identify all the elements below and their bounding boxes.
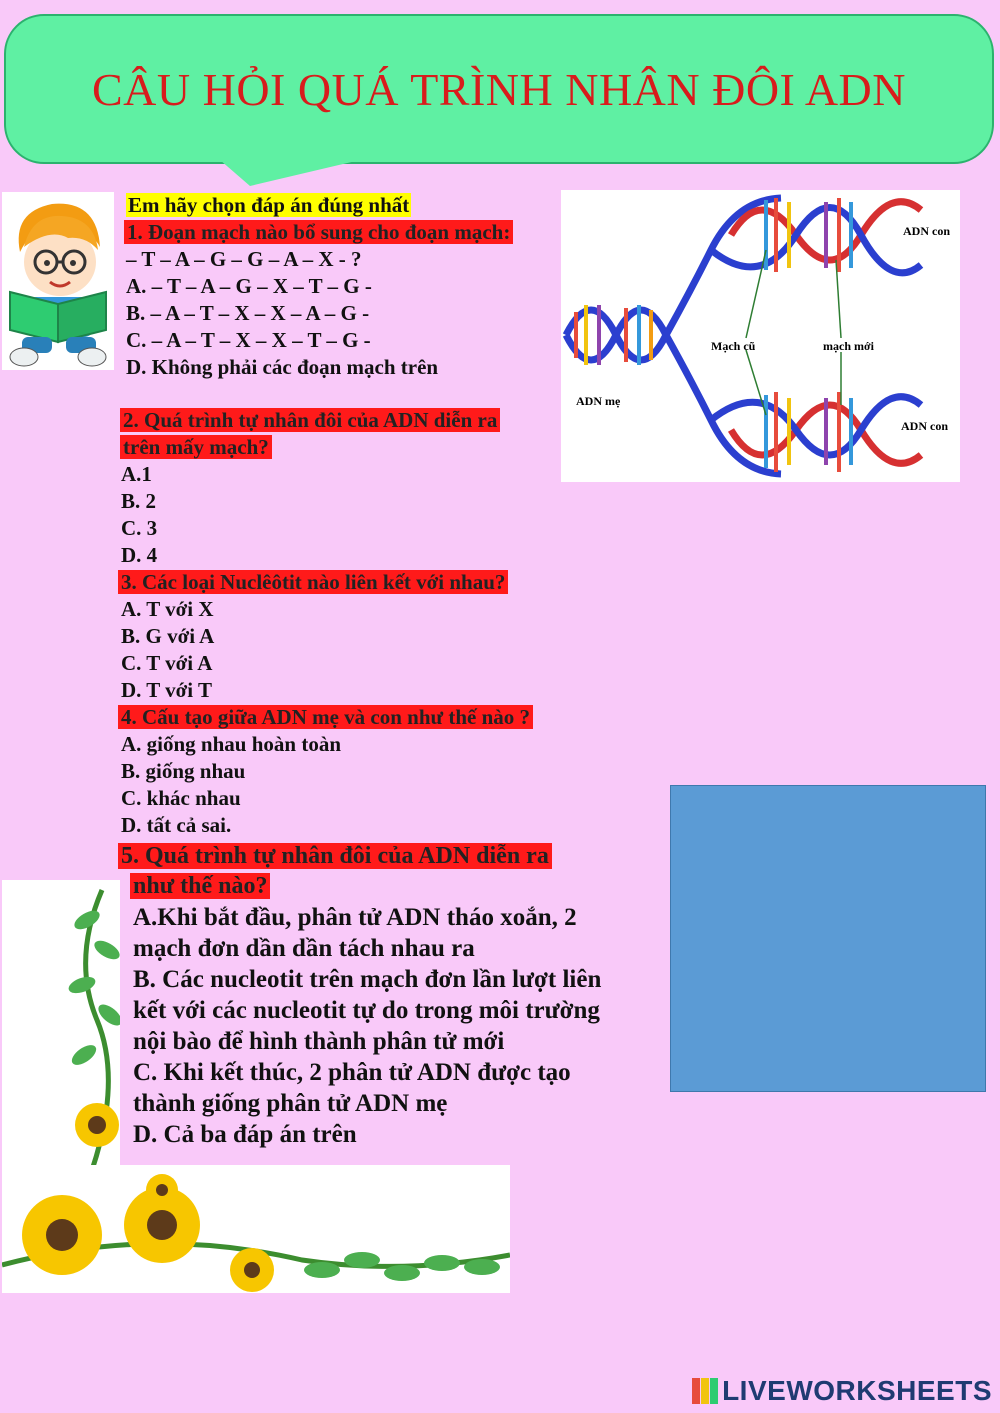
q1-option-c[interactable]: C. – A – T – X – X – T – G - (126, 328, 371, 352)
q1-option-a[interactable]: A. – T – A – G – X – T – G - (126, 274, 372, 298)
q5-option-b-line2[interactable]: kết với các nucleotit tự do trong môi trường (133, 997, 600, 1024)
instruction-text: Em hãy chọn đáp án đúng nhất (128, 193, 410, 217)
label-adn-me: ADN mẹ (576, 394, 621, 408)
kid-reading-illustration (2, 192, 114, 370)
q4-option-d[interactable]: D. tất cả sai. (121, 813, 232, 837)
q5-option-a-line1[interactable]: A.Khi bắt đầu, phân tử ADN tháo xoắn, 2 (133, 904, 577, 931)
question-2-line1: 2. Quá trình tự nhân đôi của ADN diễn ra (120, 407, 500, 434)
q1-option-b[interactable]: B. – A – T – X – X – A – G - (126, 301, 370, 325)
title-banner-tail (220, 160, 360, 186)
q5-option-d[interactable]: D. Cả ba đáp án trên (133, 1121, 357, 1148)
question-1: 1. Đoạn mạch nào bổ sung cho đoạn mạch: (124, 219, 513, 246)
title-banner (4, 14, 994, 164)
q2-option-d[interactable]: D. 4 (121, 543, 158, 567)
liveworksheets-logo-icon (692, 1378, 718, 1404)
q3-option-b[interactable]: B. G với A (121, 624, 215, 648)
question-2-line2: trên mấy mạch? (120, 434, 272, 461)
sunflower-border-decoration (2, 1165, 510, 1293)
question-5-line2: như thế nào? (130, 871, 270, 901)
q5-option-b-line1[interactable]: B. Các nucleotit trên mạch đơn lần lượt liên (133, 966, 602, 993)
question-3: 3. Các loại Nuclêôtit nào liên kết với nhau? (118, 569, 508, 596)
label-adn-con-top: ADN con (903, 224, 950, 238)
q5-option-c-line1[interactable]: C. Khi kết thúc, 2 phân tử ADN được tạo (133, 1059, 571, 1086)
q2-option-c[interactable]: C. 3 (121, 516, 158, 540)
q3-option-c[interactable]: C. T với A (121, 651, 213, 675)
q5-option-a-line2[interactable]: mạch đơn dần dần tách nhau ra (133, 935, 475, 962)
q3-option-d[interactable]: D. T với T (121, 678, 213, 702)
q4-option-a[interactable]: A. giống nhau hoàn toàn (121, 732, 341, 756)
question-4: 4. Cấu tạo giữa ADN mẹ và con như thế nào ? (118, 704, 533, 731)
q1-option-d[interactable]: D. Không phải các đoạn mạch trên (126, 355, 439, 379)
label-adn-con-bottom: ADN con (901, 419, 948, 433)
question-1-sequence: – T – A – G – G – A – X - ? (126, 247, 362, 271)
dna-replication-diagram (561, 190, 960, 482)
flower-vine-decoration (2, 880, 120, 1170)
q5-option-c-line2[interactable]: thành giống phân tử ADN mẹ (133, 1090, 448, 1117)
q4-option-b[interactable]: B. giống nhau (121, 759, 246, 783)
label-mach-cu: Mạch cũ (711, 339, 756, 353)
liveworksheets-logo-text: LIVEWORKSHEETS (722, 1375, 992, 1406)
label-mach-moi: mạch mới (823, 339, 874, 353)
question-5-line1: 5. Quá trình tự nhân đôi của ADN diễn ra (118, 841, 552, 871)
answer-box[interactable] (670, 785, 986, 1092)
q2-option-a[interactable]: A.1 (121, 462, 152, 486)
liveworksheets-logo (692, 1375, 992, 1407)
q3-option-a[interactable]: A. T với X (121, 597, 214, 621)
q5-option-b-line3[interactable]: nội bào để hình thành phân tử mới (133, 1028, 505, 1055)
page-title: CÂU HỎI QUÁ TRÌNH NHÂN ĐÔI ADN (91, 63, 906, 115)
q2-option-b[interactable]: B. 2 (121, 489, 157, 513)
q4-option-c[interactable]: C. khác nhau (121, 786, 241, 810)
